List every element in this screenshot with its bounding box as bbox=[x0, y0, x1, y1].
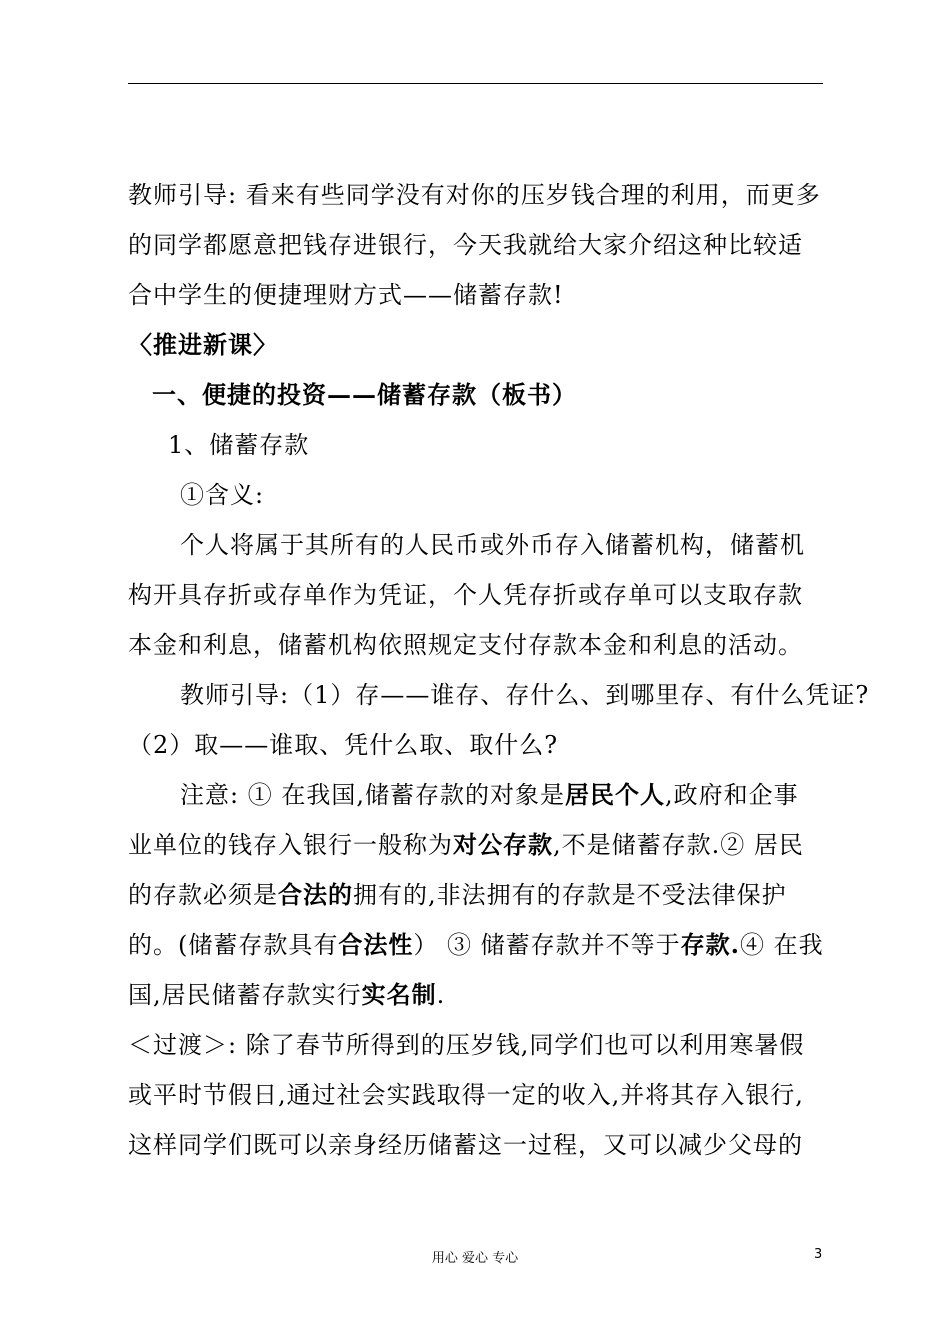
page-body bbox=[128, 170, 870, 1170]
paragraph-line: 教师引导: 看来有些同学没有对你的压岁钱合理的利用，而更多 bbox=[128, 181, 821, 209]
note-emphasis: 存款. bbox=[680, 930, 740, 959]
note-line bbox=[128, 920, 828, 970]
note-line bbox=[128, 820, 828, 870]
definition-line: 本金和利息，储蓄机构依照规定支付存款本金和利息的活动。 bbox=[128, 631, 803, 659]
note-text: 国,居民储蓄存款实行 bbox=[128, 981, 362, 1009]
transition-line: ＜过渡＞: 除了春节所得到的压岁钱,同学们也可以利用寒暑假 bbox=[128, 1031, 805, 1059]
note-emphasis: 实名制 bbox=[361, 980, 437, 1009]
page-number: 3 bbox=[814, 1247, 823, 1262]
item-heading: 1、储蓄存款 bbox=[168, 431, 310, 459]
paragraph-line: 的同学都愿意把钱存进银行，今天我就给大家介绍这种比较适 bbox=[128, 231, 803, 259]
transition-line: 这样同学们既可以亲身经历储蓄这一过程，又可以减少父母的 bbox=[128, 1131, 803, 1159]
subheading: 一、便捷的投资——储蓄存款（板书） bbox=[152, 380, 577, 409]
definition-line: 构开具存折或存单作为凭证，个人凭存折或存单可以支取存款 bbox=[128, 581, 803, 609]
header-rule bbox=[128, 83, 823, 84]
section-heading: 〈推进新课〉 bbox=[128, 330, 278, 359]
note-text: 注意: ① 在我国,储蓄存款的对象是 bbox=[180, 781, 565, 809]
note-text: ,政府和企事 bbox=[664, 781, 799, 809]
paragraph-line: 合中学生的便捷理财方式——储蓄存款! bbox=[128, 281, 564, 309]
transition-line: 或平时节假日,通过社会实践取得一定的收入,并将其存入银行, bbox=[128, 1081, 804, 1109]
note-text: 拥有的,非法拥有的存款是不受法律保护 bbox=[353, 881, 787, 909]
note-emphasis: 合法性 bbox=[338, 930, 414, 959]
note-text: 的。(储蓄存款具有 bbox=[128, 931, 339, 959]
note-line bbox=[128, 970, 828, 1020]
meaning-label: ①含义: bbox=[180, 481, 265, 509]
note-text: ,不是储蓄存款.② 居民 bbox=[553, 831, 804, 859]
definition-line: 个人将属于其所有的人民币或外币存入储蓄机构，储蓄机 bbox=[180, 531, 805, 559]
note-emphasis: 对公存款 bbox=[453, 830, 553, 859]
guide-line: 教师引导:（1）存——谁存、存什么、到哪里存、有什么凭证? bbox=[180, 681, 870, 709]
note-text: ） ③ 储蓄存款并不等于 bbox=[413, 931, 681, 959]
note-text: . bbox=[436, 981, 446, 1009]
note-line bbox=[128, 770, 828, 820]
note-emphasis: 居民个人 bbox=[564, 780, 665, 809]
note-text: 业单位的钱存入银行一般称为 bbox=[128, 831, 453, 859]
footer-motto: 用心 爱心 专心 bbox=[431, 1251, 519, 1266]
note-line bbox=[128, 870, 828, 920]
note-text: ④ 在我 bbox=[740, 931, 824, 959]
guide-line: （2）取——谁取、凭什么取、取什么? bbox=[128, 731, 559, 759]
note-emphasis: 合法的 bbox=[278, 880, 353, 909]
note-text: 的存款必须是 bbox=[128, 881, 278, 909]
